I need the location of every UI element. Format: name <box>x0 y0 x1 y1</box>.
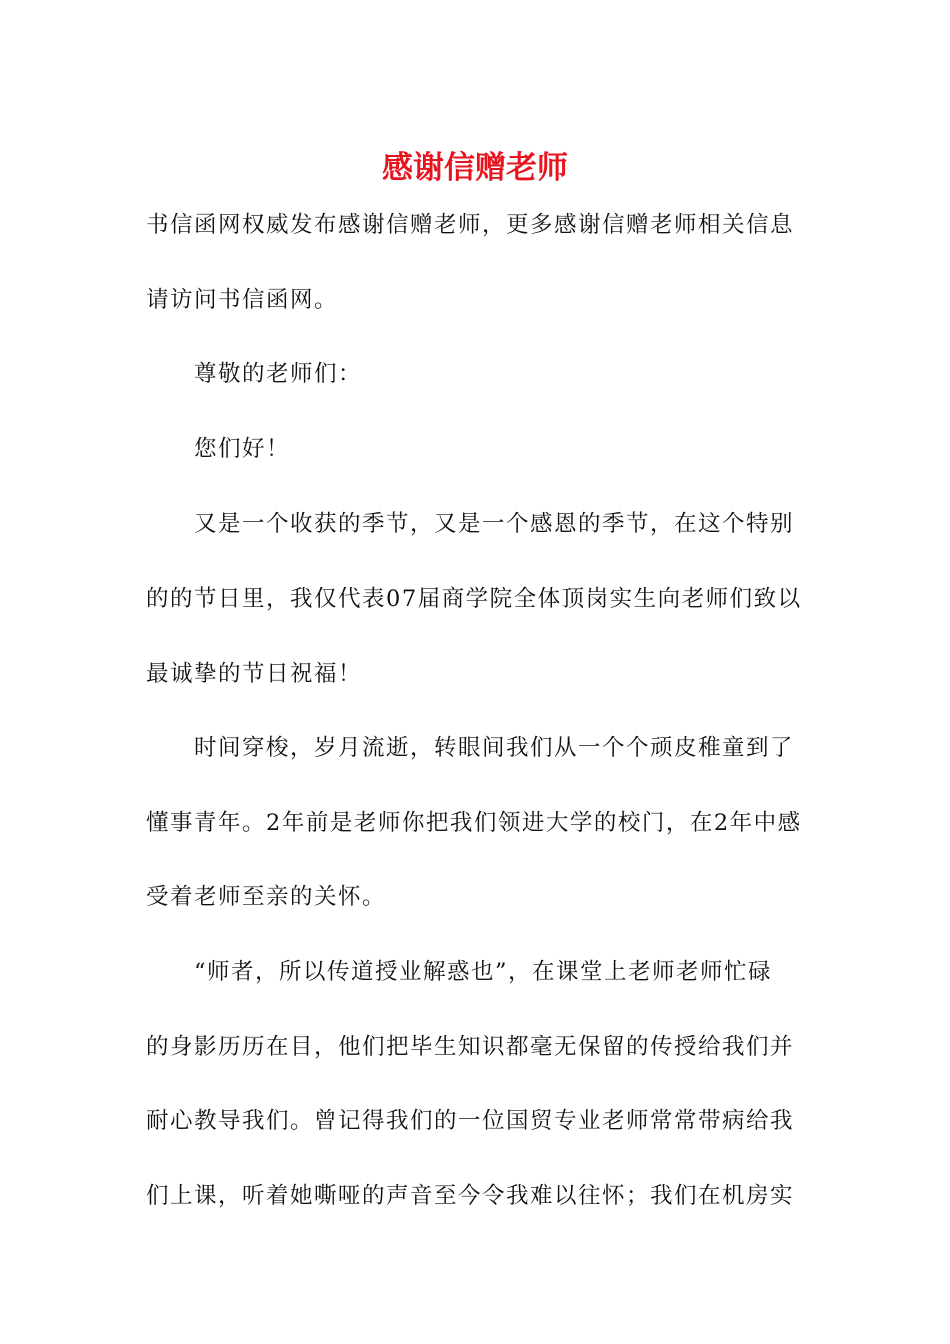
paragraph-2-line-3: 受着老师至亲的关怀。 <box>146 884 387 910</box>
text-line-2: 请访问书信函网。 <box>146 287 339 313</box>
paragraph-2-line-2: 懂事青年。2年前是老师你把我们领进大学的校门，在2年中感 <box>146 810 802 836</box>
paragraph-3-line-3: 耐心教导我们。曾记得我们的一位国贸专业老师常常带病给我 <box>146 1108 795 1134</box>
paragraph-1-line-1: 又是一个收获的季节，又是一个感恩的季节，在这个特别 <box>194 511 795 537</box>
paragraph-3-line-1: “师者，所以传道授业解惑也”，在课堂上老师老师忙碌 <box>194 959 773 985</box>
paragraph-3-line-2: 的身影历历在目，他们把毕生知识都毫无保留的传授给我们并 <box>146 1034 795 1060</box>
paragraph-1-line-3: 最诚挚的节日祝福！ <box>146 661 363 687</box>
paragraph-3-line-4: 们上课，听着她嘶哑的声音至今令我难以往怀；我们在机房实 <box>146 1183 795 1209</box>
paragraph-2-line-1: 时间穿梭，岁月流逝，转眼间我们从一个个顽皮稚童到了 <box>194 735 795 761</box>
text-line-1: 书信函网权威发布感谢信赠老师，更多感谢信赠老师相关信息 <box>146 212 795 238</box>
paragraph-1-line-2: 的的节日里，我仅代表07届商学院全体顶岗实生向老师们致以 <box>146 586 802 612</box>
salutation: 尊敬的老师们： <box>194 361 363 387</box>
document-title: 感谢信赠老师 <box>382 150 568 186</box>
greeting: 您们好！ <box>194 436 291 462</box>
